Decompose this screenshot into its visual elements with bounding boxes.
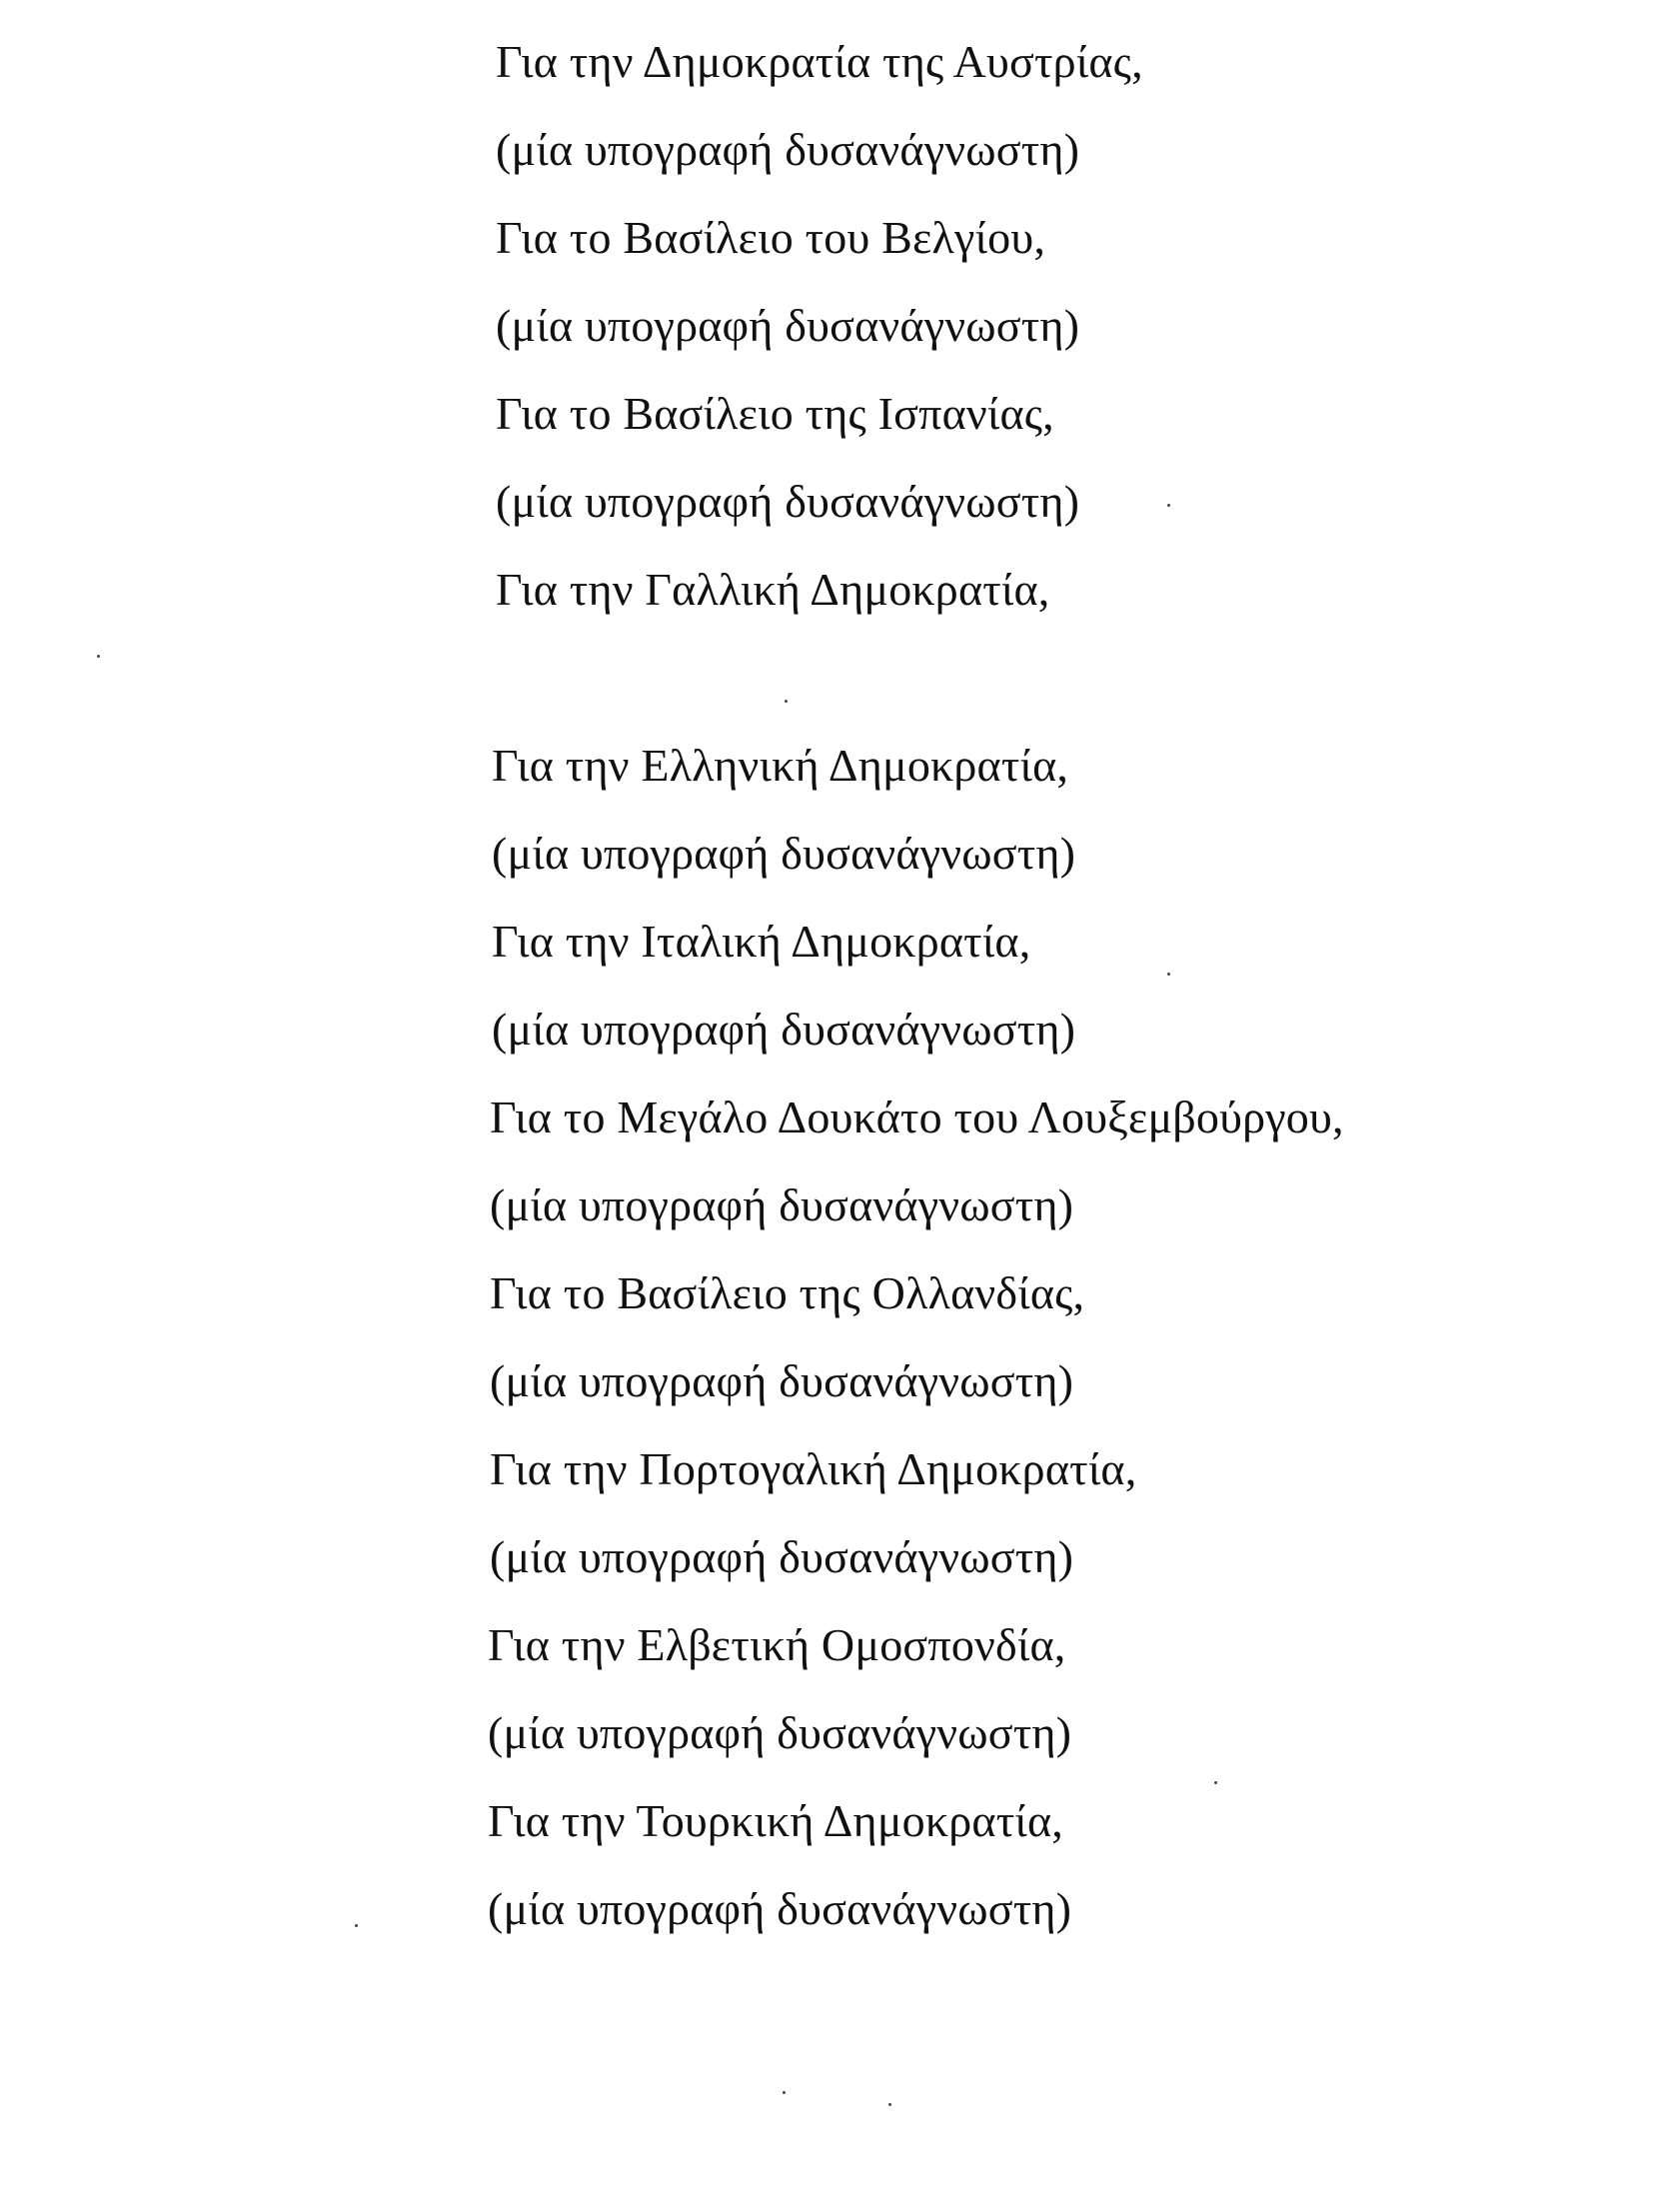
signature-note: (μία υπογραφή δυσανάγνωστη)	[496, 124, 1080, 175]
signatory-line: Για το Βασίλειο της Ισπανίας,	[496, 388, 1054, 439]
signatory-line: Για το Μεγάλο Δουκάτο του Λουξεμβούργου,	[490, 1092, 1344, 1142]
scan-speck	[355, 1924, 358, 1927]
signatory-line: Για την Πορτογαλική Δημοκρατία,	[490, 1443, 1137, 1494]
signature-note: (μία υπογραφή δυσανάγνωστη)	[488, 1883, 1072, 1934]
signature-note: (μία υπογραφή δυσανάγνωστη)	[496, 300, 1080, 351]
signature-note: (μία υπογραφή δυσανάγνωστη)	[492, 828, 1076, 879]
signatory-line: Για την Δημοκρατία της Αυστρίας,	[496, 36, 1143, 87]
scan-speck	[1167, 504, 1170, 507]
signatory-line: Για την Γαλλική Δημοκρατία,	[496, 564, 1050, 615]
signature-note: (μία υπογραφή δυσανάγνωστη)	[488, 1707, 1072, 1758]
signature-note: (μία υπογραφή δυσανάγνωστη)	[490, 1531, 1074, 1582]
signatory-line: Για το Βασίλειο της Ολλανδίας,	[490, 1267, 1085, 1318]
scan-speck	[97, 655, 100, 658]
signature-note: (μία υπογραφή δυσανάγνωστη)	[490, 1179, 1074, 1230]
scan-speck	[785, 700, 788, 703]
scan-speck	[888, 2103, 891, 2106]
signatory-line: Για την Τουρκική Δημοκρατία,	[488, 1795, 1063, 1846]
signatory-line: Για την Ιταλική Δημοκρατία,	[492, 916, 1031, 967]
scan-speck	[1167, 973, 1170, 976]
signatory-line: Για την Ελβετική Ομοσπονδία,	[488, 1619, 1066, 1670]
scan-speck	[783, 2091, 786, 2094]
signatory-line: Για την Ελληνική Δημοκρατία,	[492, 740, 1069, 791]
scan-speck	[1214, 1781, 1217, 1784]
signature-note: (μία υπογραφή δυσανάγνωστη)	[496, 476, 1080, 527]
signatory-line: Για το Βασίλειο του Βελγίου,	[496, 212, 1046, 263]
signature-note: (μία υπογραφή δυσανάγνωστη)	[492, 1004, 1076, 1055]
signature-note: (μία υπογραφή δυσανάγνωστη)	[490, 1355, 1074, 1406]
